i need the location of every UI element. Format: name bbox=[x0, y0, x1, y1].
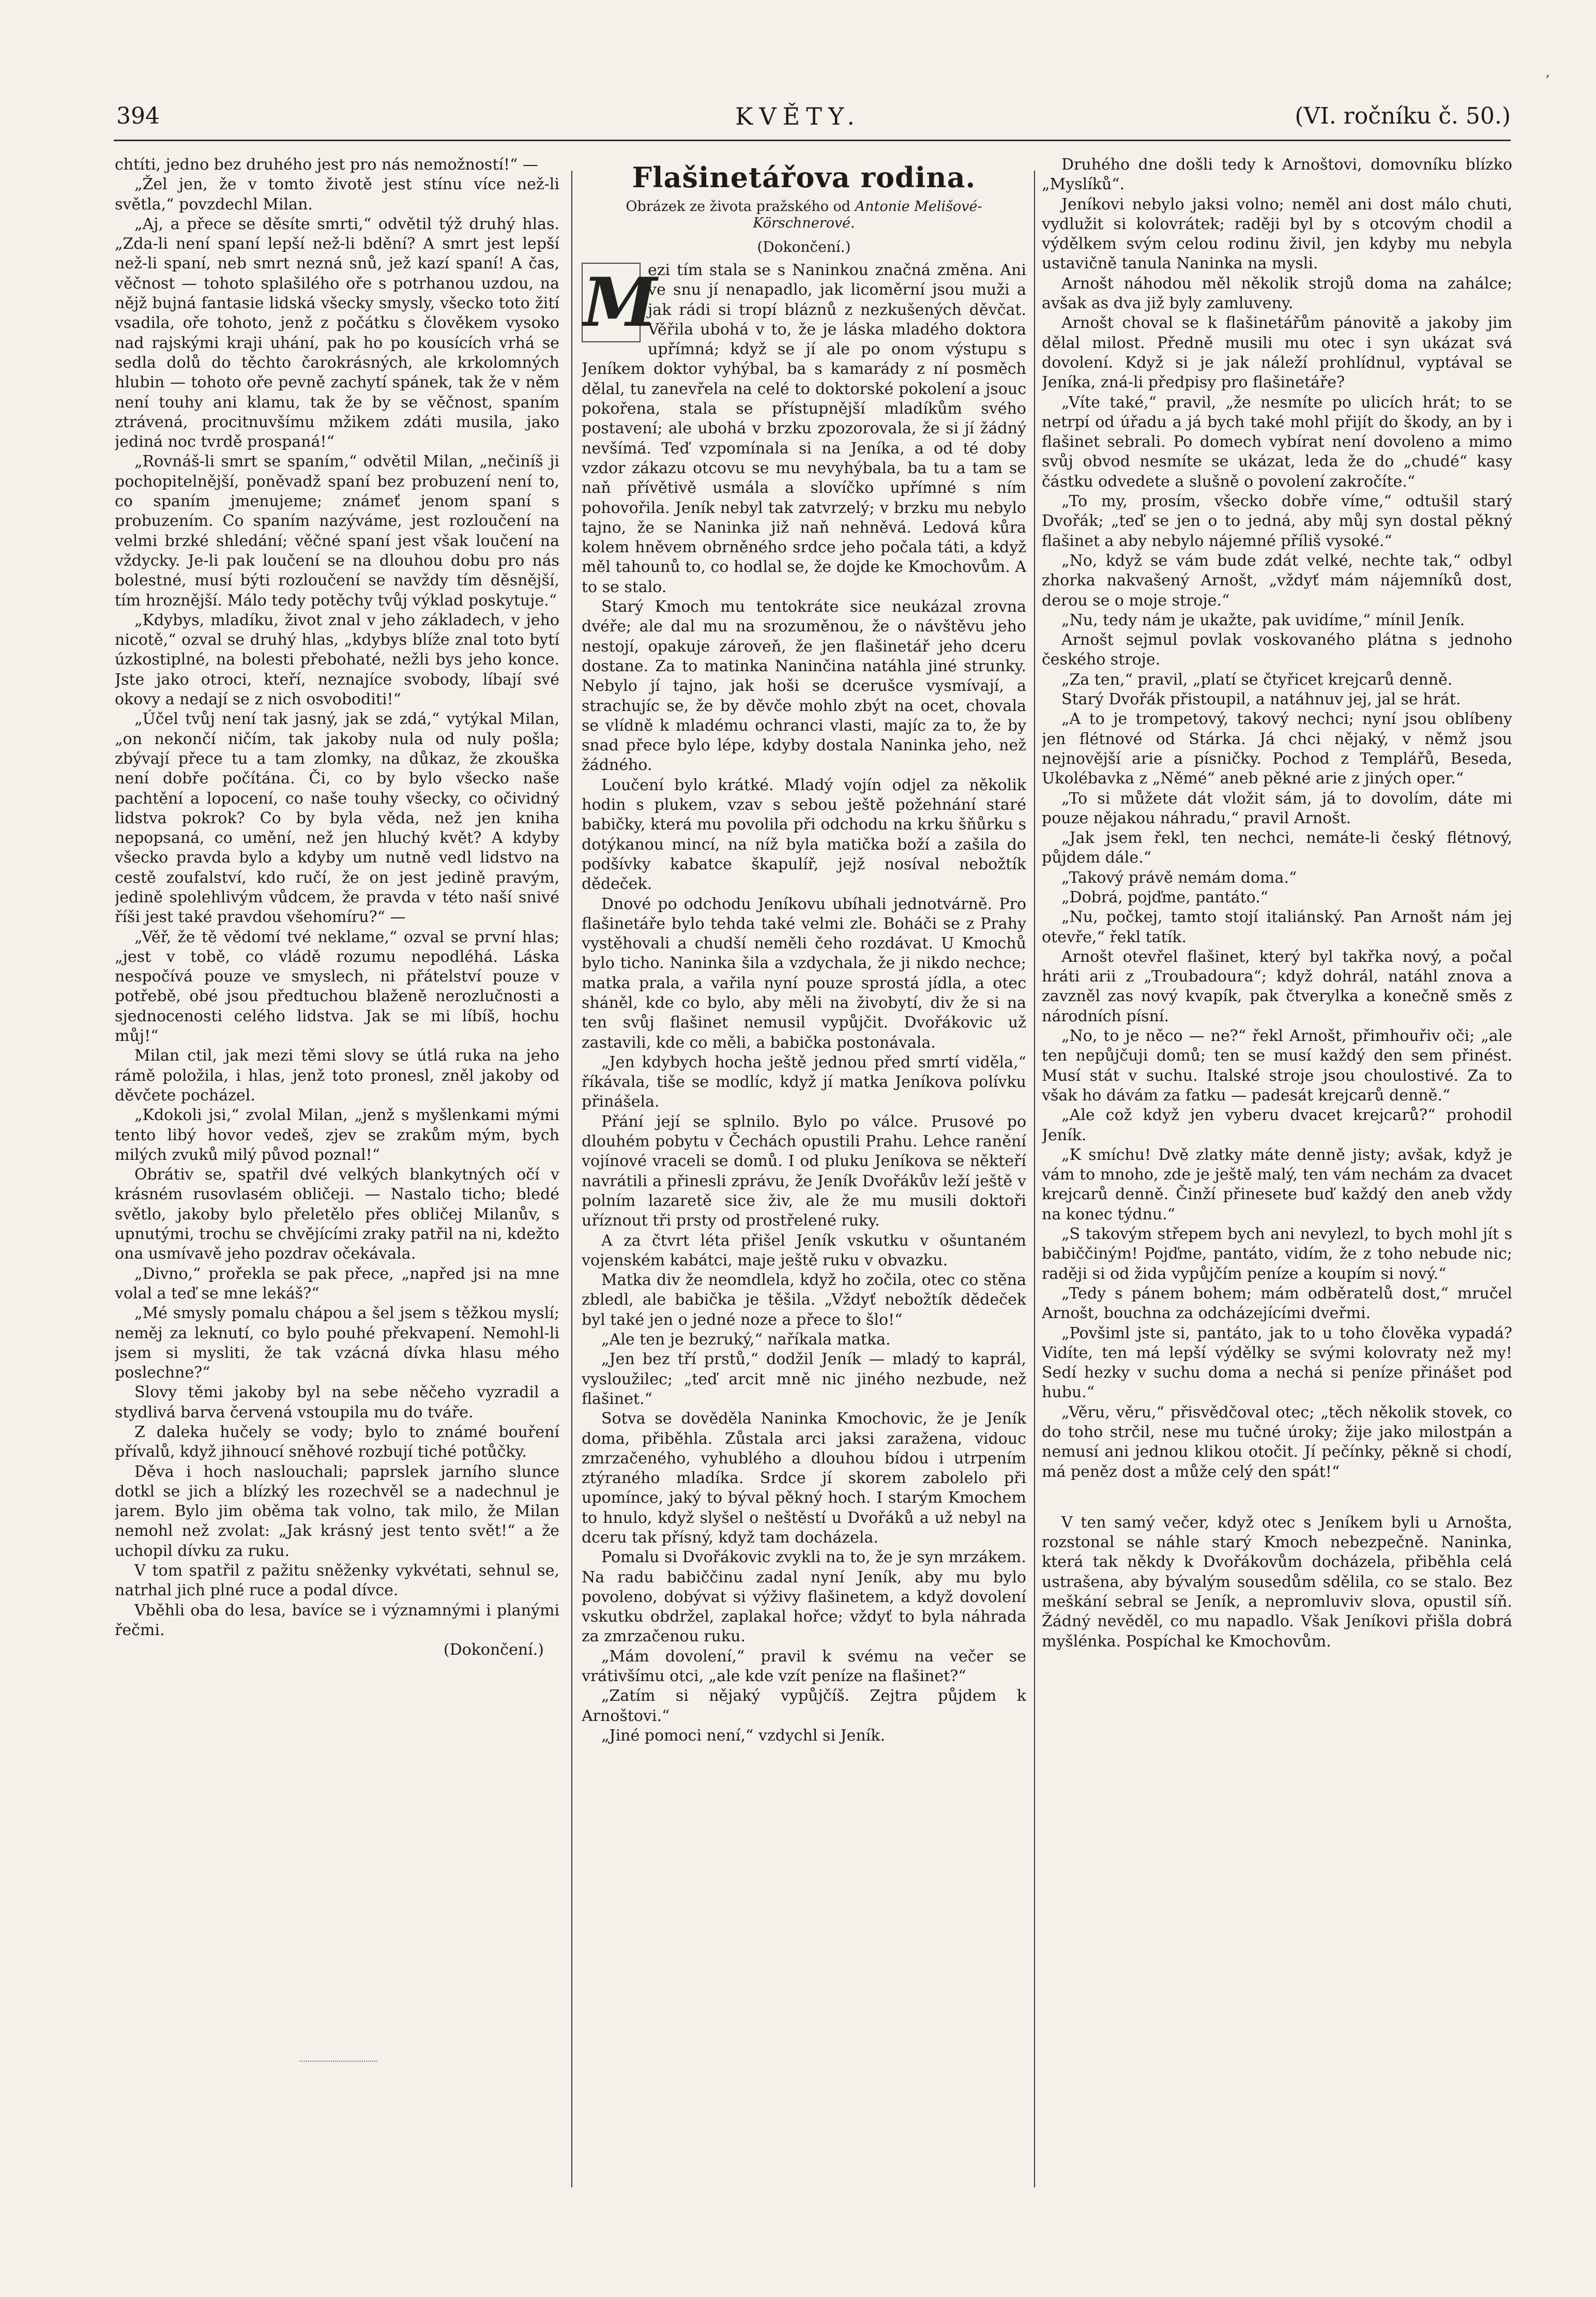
paragraph: „No, když se vám bude zdát velké, nechte tak,“ odbyl zhorka nakvašený Arnošt, „vždyť mám nájemníků dost, derou se o moje stroje.“ bbox=[1042, 551, 1512, 610]
page-number: 394 bbox=[116, 103, 160, 129]
paragraph: Matka div že neomdlela, když ho zočila, otec co stěna zbledl, ale babička je těšila. „Vždyť nebožtík dědeček byl také jen o jedné noze a přece to šlo!“ bbox=[582, 1271, 1026, 1329]
paragraph: „Dobrá, pojďme, pantáto.“ bbox=[1061, 888, 1269, 906]
journal-title: KVĚTY. bbox=[735, 102, 861, 130]
paragraph: „Nu, počkej, tamto stojí italiánský. Pan Arnošt nám jej otevře,“ řekl tatík. bbox=[1042, 908, 1512, 946]
paragraph: „Ale což když jen vyberu dvacet krejcarů?“ prohodil Jeník. bbox=[1042, 1106, 1512, 1144]
paragraph: „Divno,“ prořekla se pak přece, „napřed jsi na mne volal a teď se mne lekáš?“ bbox=[115, 1264, 559, 1303]
column-left bbox=[115, 155, 559, 2203]
volume-info: (VI. ročníku č. 50.) bbox=[1295, 103, 1511, 129]
conclusion-note: (Dokončení.) bbox=[757, 238, 851, 255]
paragraph: A za čtvrt léta přišel Jeník vskutku v ošuntaném vojenském kabátci, maje ještě ruku v obvazku. bbox=[582, 1231, 1026, 1270]
paragraph: Starý Dvořák přistoupil, a natáhnuv jej, jal se hrát. bbox=[1061, 690, 1461, 709]
column-divider-1 bbox=[571, 171, 572, 2187]
paragraph: Sotva se dověděla Naninka Kmochovic, že je Jeník doma, přiběhla. Zůstala arci jaksi zaražena, vidouc zmrzačeného, vyhublého a dlouhou bídou i utrpením ztýraného mladíka. Srdce jí skorem zabolelo při upomínce, jaký to býval pěkný hoch. I starým Kmochem to hnulo, když slyšel o neštěstí u Dvořáků a už nebyl na dceru tak přísný, když tam docházela. bbox=[582, 1410, 1026, 1547]
paragraph: ezi tím stala se s Naninkou značná změna. Ani ve snu jí nenapadlo, jak licoměrní jsou muži a jak rádi si tropí bláznů z nezkušených děvčat. Věřila ubohá v to, že je láska mladého doktora upřímná; když se jí ale po onom výstupu s Jeníkem doktor vyhýbal, ba s kamarády z ní posměch dělal, tu zanevřela na celé to doktorské pokolení a jsouc pokořena, stala se přístupnější mladíkům svého postavení; ale ubohá v brzku zpozorovala, že si jí žádný nevšímá. Teď vzpomínala si na Jeníka, a od té doby vzdor zákazu otcovu se mu nevyhýbala, ba tu a tam se naň přívětivě usmála a slovíčko upřímné s ním pohovořila. Jeník nebyl tak zatvrzelý; v brzku mu nebylo tajno, že se Naninka již naň nehněvá. Ledová kůra kolem hněvem obrněného srdce jeho počala táti, a když měl tahounů to, co hodlal se, že dojde ke Kmochovům. A to se stalo. bbox=[582, 261, 1026, 596]
paragraph: „Povšiml jste si, pantáto, jak to u toho člověka vypadá? Vidíte, ten má lepší výdělky se svými kolovraty než my! Sedí hezky v suchu doma a nechá si peníze přinášet pod hubu.“ bbox=[1042, 1324, 1512, 1402]
paragraph: „Účel tvůj není tak jasný, jak se zdá,“ vytýkal Milan, „on nekončí ničím, tak jakoby nula od nuly pošla; zbývají přece tu a tam zlomky, na důkaz, že zkouška není dobře počítána. Či, co by bylo všecko naše pachtění a lopocení, co naše touhy všecky, co očividný lidstva pokrok? Co by byla věda, než jen kniha nepopsaná, co umění, než jen hluchý květ? A kdyby všecko pravda bylo a kdyby um nutně vedl lidstvo na cestě zoufalství, kdo ručí, že on jest jedině pravým, jedině spolehlivým vůdcem, že pravda v této naší snivé říši jest také pravdou všehomíru?“ — bbox=[115, 710, 559, 927]
paragraph: Milan ctil, jak mezi těmi slovy se útlá ruka na jeho rámě položila, i hlas, jenž toto pronesl, zněl jakoby od děvčete pocházel. bbox=[115, 1047, 559, 1105]
paragraph: „Mám dovolení,“ pravil k svému na večer se vrátivšímu otci, „ale kde vzít peníze na flašinet?“ bbox=[582, 1647, 1026, 1686]
subtitle-prefix: Obrázek ze života pražského od bbox=[626, 199, 851, 215]
column-right bbox=[1042, 155, 1512, 2203]
paragraph: „Jak jsem řekl, ten nechci, nemáte-li český flétnový, půjdem dále.“ bbox=[1042, 829, 1512, 867]
paragraph: Slovy těmi jakoby byl na sebe něčeho vyzradil a stydlivá barva červená vstoupila mu do tváře. bbox=[115, 1383, 559, 1422]
paragraph: Loučení bylo krátké. Mladý vojín odjel za několik hodin s plukem, vzav s sebou ještě požehnání staré babičky, která mu povolila při odchodu na krku šňůrku s dotýkanou mincí, na níž byla matička boží a zašila do podšívky kabatce škapulíř, jejž nosíval nebožtík dědeček. bbox=[582, 776, 1026, 894]
paragraph: „Jen bez tří prstů,“ dodžil Jeník — mladý to kaprál, vysloužilec; „teď arcit mně nic jiného nezbude, než flašinet.“ bbox=[582, 1350, 1026, 1408]
paragraph: Arnošt choval se k flašinetářům pánovitě a jakoby jim dělal milost. Předně musili mu otec i syn ukázat svá dovolení. Když si je jak náleží prohlídnul, vyptával se Jeníka, zná-li předpisy pro flašinetáře? bbox=[1042, 314, 1512, 392]
paragraph: „Nu, tedy nám je ukažte, pak uvidíme,“ mínil Jeník. bbox=[1061, 611, 1465, 629]
paragraph: chtíti, jedno bez druhého jest pro nás nemožností!“ — bbox=[115, 156, 538, 174]
column-left-text bbox=[115, 155, 559, 1640]
column-middle bbox=[582, 155, 1026, 2203]
paragraph: „No, to je něco — ne?“ řekl Arnošt, přimhouřiv oči; „ale ten nepůjčuji domů; ten se musí každý den sem přinést. Musí stát v suchu. Italské stroje jsou choulostivé. Za to však ho dávám za fatku — padesát krejcarů denně.“ bbox=[1042, 1027, 1512, 1105]
paragraph: „To si můžete dát vložit sám, já to dovolím, dáte mi pouze nějakou náhradu,“ pravil Arnošt. bbox=[1042, 789, 1512, 827]
paragraph: Přání její se splnilo. Bylo po válce. Prusové po dlouhém pobytu v Čechách opustili Prahu. Lehce ranění vojínové vraceli se domů. I od pluku Jeníkova se někteří navrátili a přinesli zprávu, že Jeník Dvořákův leží ještě v polním lazaretě sice živ, ale že mu musili doktoři uříznout tři prsty od prostřelené ruky. bbox=[582, 1112, 1026, 1230]
paragraph: Děva i hoch naslouchali; paprslek jarního slunce dotkl se jich a blízký les rozechvěl se a nadechnul je jarem. Bylo jim oběma tak volno, tak milo, že Milan nemohl než zvolat: „Jak krásný jest tento svět!“ a že uchopil dívku za ruku. bbox=[115, 1462, 559, 1560]
paragraph: „Věř, že tě vědomí tvé neklame,“ ozval se první hlas; „jest v tobě, co vládě rozumu nepodléhá. Láska nespočívá pouze ve smyslech, ni přátelství pouze v potřebě, obé jsou předtuchou blaženě nerozlučnosti a sjednocenosti celého lidstva. Jak se mi líbíš, hochu můj!“ bbox=[115, 928, 559, 1046]
paragraph: „Věru, věru,“ přisvědčoval otec; „těch několik stovek, co do toho strčil, nese mu tučné úroky; žije jako milostpán a nemusí ani jednou klikou otočit. Jí pečínky, pěkně si chodí, má peněz dost a může celý den spát!“ bbox=[1042, 1403, 1512, 1481]
section-gap bbox=[1042, 1482, 1512, 1513]
paragraph: „S takovým střepem bych ani nevylezl, to bych mohl jít s babiččiným! Pojďme, pantáto, vidím, že z toho nebude nic; raději si od žida vypůjčím peníze a koupím si nový.“ bbox=[1042, 1225, 1512, 1283]
paragraph: „Tedy s pánem bohem; mám odběratelů dost,“ mručel Arnošt, bouchna za odcházejícími dveřmi. bbox=[1042, 1284, 1512, 1323]
column-right-text-after-break bbox=[1042, 1513, 1512, 1652]
end-flourish bbox=[300, 2061, 377, 2062]
paragraph: „Žel jen, že v tomto životě jest stínu více než-li světla,“ povzdechl Milan. bbox=[115, 175, 559, 214]
paragraph: Z daleka hučely se vody; bylo to známé bouření přívalů, když jihnoucí sněhové rozbují tiché potůčky. bbox=[115, 1423, 559, 1461]
paragraph: „Aj, a přece se děsíte smrti,“ odvětil týž druhý hlas. „Zda-li není spaní lepší než-li bdění? A smrt jest lepší než-li spaní, neb smrt nezná snů, jež kazí spaní! A čas, věčnost — tohoto splašilého oře s potrhanou uzdou, na nějž bujná fantasie lidská všecky smysly, všecko toto žití vsadila, oře tohoto, jenž z počátku s člověkem vysoko nad rajskými kraji uhání, pak ho po kousících vrhá se sedla dolů do těchto čarokrásných, ale krkolomných hlubin — tohoto oře pevně zachytí spánek, tak že v něm není touhy ani klamu, tak že by se věčnost, spaním ztrávená, procitnuvšímu mžikem zdáti musila, jako jediná noc tvrdě prospaná!“ bbox=[115, 215, 559, 451]
article-title: Flašinetářova rodina. bbox=[632, 161, 976, 194]
paragraph: „A to je trompetový, takový nechci; nyní jsou oblíbeny jen flétnové od Stárka. Já chci nějaký, v němž jsou nejnovější arie a písničky. Pochod z Templářů, Beseda, Ukolébavka z „Němé“ aneb pěkné arie z jiných oper.“ bbox=[1042, 710, 1512, 788]
paragraph: Pomalu si Dvořákovic zvykli na to, že je syn mrzákem. Na radu babiččinu zadal nyní Jeník, aby mu bylo povoleno, dobývat si výživy flašinetem, a když dovolení vskutku obdržel, zaplakal hořce; vždyť to byla náhrada za zmrzačenou ruku. bbox=[582, 1548, 1026, 1646]
column-right-text bbox=[1042, 155, 1512, 1482]
paragraph: „Kdokoli jsi,“ zvolal Milan, „jenž s myšlenkami mými tento libý hovor vedeš, zjev se zrakům mým, bych milých zvuků milý původ poznal!“ bbox=[115, 1106, 559, 1164]
paragraph: „Rovnáš-li smrt se spaním,“ odvětil Milan, „nečiníš ji pochopitelnější, poněvadž spaní bez probuzení není to, co spaním jmenujeme; známeť jenom spaní s probuzením. Co spaním nazýváme, jest rozloučení na velmi brzké shledání; věčné spaní jest však loučení na vždycky. Je-li pak loučení se na dlouhou dobu pro nás bolestné, musí býti rozloučení se navždy tím děsnější, tím hroznější. Málo tedy potěchy tvůj výklad poskytuje.“ bbox=[115, 452, 559, 610]
header-rule bbox=[114, 140, 1511, 141]
article-author: Antonie Melišové-Körschnerové. bbox=[753, 199, 982, 231]
paragraph: Druhého dne došli tedy k Arnoštovi, domovníku blízko „Myslíků“. bbox=[1042, 156, 1512, 194]
paragraph: Arnošt sejmul povlak voskovaného plátna s jednoho českého stroje. bbox=[1042, 631, 1512, 669]
margin-mark: ʼ bbox=[1544, 72, 1549, 90]
paragraph: „Ale ten je bezruký,“ naříkala matka. bbox=[601, 1331, 891, 1349]
paragraph: „K smíchu! Dvě zlatky máte denně jisty; avšak, když je vám to mnoho, zde je ještě malý, ten vám nechám za dvacet krejcarů denně. Činží přinesete buď každý den aneb vždy na konec týdnu.“ bbox=[1042, 1145, 1512, 1223]
paragraph: „Jiné pomoci není,“ vzdychl si Jeník. bbox=[601, 1726, 885, 1745]
paragraph: „Jen kdybych hocha ještě jednou před smrtí viděla,“ říkávala, tiše se modlíc, když jí matka Jeníkova polívku přinášela. bbox=[582, 1053, 1026, 1111]
paragraph: Starý Kmoch mu tentokráte sice neukázal zrovna dvéře; ale dal mu na srozuměnou, že o návštěvu jeho nestojí, opakuje zároveň, že jen flašinetář jeho dceru dostane. Za to matinka Naninčina natáhla jiné strunky. Nebylo jí tajno, jak hoši se dcerušce vysmívají, a strachujíc se, že by děvče mohlo zbýt na ocet, chovala se vlídně k mladému ochranci vlasti, majíc za to, že by snad přece bylo lépe, kdyby dostala Naninka jeho, než žádného. bbox=[582, 598, 1026, 775]
paragraph: „Víte také,“ pravil, „že nesmíte po ulicích hrát; to se netrpí od úřadu a já bych také mohl přijít do škody, an by i flašinet sebrali. Po domech vybírat není dovoleno a mimo svůj obvod nesmíte se ukázat, leda že do „chudé“ kasy částku odvedete a slušně o povolení zakročíte.“ bbox=[1042, 393, 1512, 491]
paragraph: V tom spatřil z pažitu sněženky vykvétati, sehnul se, natrhal jich plné ruce a podal dívce. bbox=[115, 1562, 559, 1600]
article-subtitle bbox=[582, 199, 1026, 232]
paragraph: Vběhli oba do lesa, bavíce se i významnými i planými řečmi. bbox=[115, 1601, 559, 1639]
paragraph: „Za ten,“ pravil, „platí se čtyřicet krejcarů denně. bbox=[1061, 670, 1453, 689]
paragraph: Jeníkovi nebylo jaksi volno; neměl ani dost málo chuti, vydlužit si kolovrátek; raději byl by s otcovým chodil a výdělkem svým celou rodinu živil, jen kdyby mu nebyla ustavičně tanula Naninka na mysli. bbox=[1042, 195, 1512, 273]
continuation-note: (Dokončení.) bbox=[443, 1641, 544, 1659]
paragraph: Arnošt náhodou měl několik strojů doma na zahálce; avšak as dva již byly zamluveny. bbox=[1042, 274, 1512, 313]
drop-cap-letter: M bbox=[583, 263, 657, 342]
column-divider-2 bbox=[1034, 171, 1035, 2187]
paragraph: Dnové po odchodu Jeníkovu ubíhali jednotvárně. Pro flašinetáře bylo tehda také velmi zle. Boháči se z Prahy vystěhovali a chudší neměli čeho rozdávat. U Kmochů bylo ticho. Naninka šila a vzdychala, že ji nikdo nechce; matka prala, a vařila nyní pouze sprostá jídla, a otec sháněl, kde co bylo, aby měli na živobytí, div že si na ten svůj flašinet nemusil vypůjčit. Dvořákovic už zastavili, kde co měli, a babička postonávala. bbox=[582, 895, 1026, 1052]
column-middle-text bbox=[582, 261, 1026, 1746]
paragraph: „Mé smysly pomalu chápou a šel jsem s těžkou myslí; neměj za leknutí, co bylo pouhé překvapení. Nemohl-li jsem si mysliti, že tak vzácná dívka hlasu mého poslechne?“ bbox=[115, 1304, 559, 1382]
paragraph: V ten samý večer, když otec s Jeníkem byli u Arnošta, rozstonal se náhle starý Kmoch nebezpečně. Naninka, která tak někdy k Dvořákovům docházela, přiběhla celá ustrašena, aby bývalým sousedům sdělila, co se stalo. Bez meškání sebral se Jeník, a nepromluviv slova, opustil síň. Žádný nevěděl, co mu napadlo. Však Jeníkovi přišla dobrá myšlénka. Pospíchal ke Kmochovům. bbox=[1042, 1513, 1512, 1651]
paragraph: Arnošt otevřel flašinet, který byl takřka nový, a počal hráti arii z „Troubadoura“; když dohrál, natáhl znova a zavzněl zas nový kvapík, pak čtverylka a konečně směs z národních písní. bbox=[1042, 947, 1512, 1025]
paragraph: „Takový právě nemám doma.“ bbox=[1061, 868, 1297, 887]
paragraph: „Kdybys, mladíku, život znal v jeho základech, v jeho nicotě,“ ozval se druhý hlas, „kdybys blíže znal toto bytí úzkostiplné, na bolesti přebohaté, nežli bys jeho konce. Jste jako otroci, kteří, neznajíce svobody, líbají své okovy a nedají se z nich osvoboditi!“ bbox=[115, 611, 559, 709]
paragraph: Obrátiv se, spatřil dvé velkých blankytných očí v krásném rusovlasém obličeji. — Nastalo ticho; bledé světlo, jakoby bylo přeletělo přes obličej Milanův, s upnutými, trochu se chvějícími zraky patřil na ni, kdežto ona usmívavě jeho pozdrav očekávala. bbox=[115, 1166, 559, 1263]
paragraph: „To my, prosím, všecko dobře víme,“ odtušil starý Dvořák; „teď se jen o to jedná, aby můj syn dostal pěkný flašinet a aby nebylo nájemné příliš vysoké.“ bbox=[1042, 492, 1512, 550]
paragraph: „Zatím si nějaký vypůjčíš. Zejtra půjdem k Arnoštovi.“ bbox=[582, 1687, 1026, 1725]
